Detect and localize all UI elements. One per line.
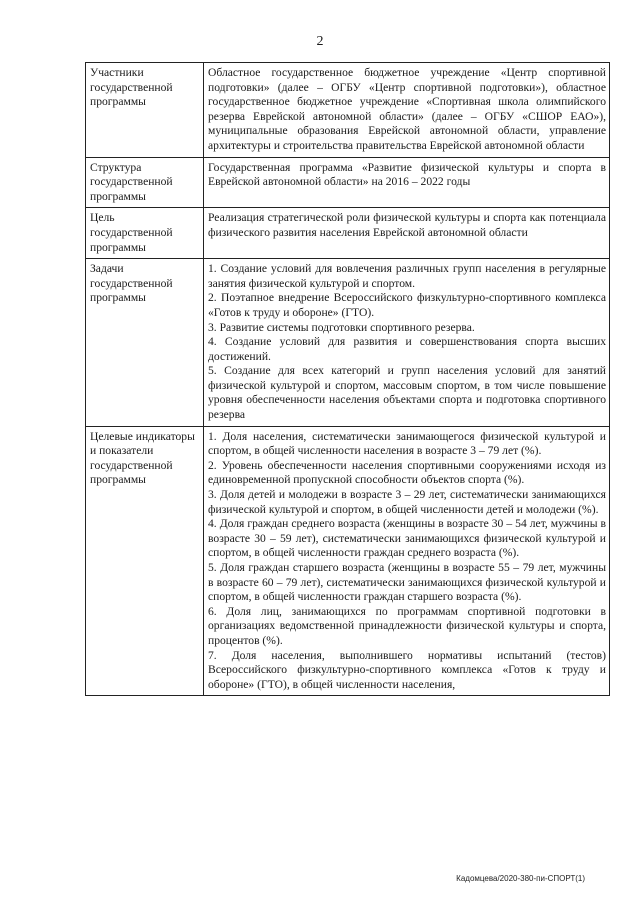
task-item: 1. Создание условий для вовлечения различных групп населения в регулярные занятия физической культурой и спортом. [208, 262, 606, 290]
indicator-item: 2. Уровень обеспеченности населения спортивными сооружениями исходя из единовременной пропускной способности объектов спорта (%). [208, 458, 606, 487]
table-row-indicators [86, 426, 610, 696]
page-number: 2 [316, 34, 324, 49]
content-paragraph: Областное государственное бюджетное учреждение «Центр спортивной подготовки» (далее – ОГБУ «Центр спортивной подготовки»), областное государственное бюджетное учреждение «Спортивная школа олимпийского резерва Еврейской автономной области» (далее – ОГБУ «СШОР ЕАО»), муниципальные образования Еврейской автономной области, управление архитектуры и строительства правительства Еврейской автономной области [208, 66, 606, 152]
row-content-indicators [204, 426, 610, 696]
task-item: 3. Развитие системы подготовки спортивного резерва. [208, 320, 475, 334]
row-content-goal [204, 208, 610, 259]
row-content-tasks [204, 259, 610, 427]
table-row-tasks [86, 259, 610, 427]
content-paragraph: Государственная программа «Развитие физической культуры и спорта в Еврейской автономной области» на 2016 – 2022 годы [208, 160, 606, 189]
task-item: 5. Создание для всех категорий и групп населения условий для занятий физической культурой и спортом, массовым спортом, в том числе повышение уровня обеспеченности населения объектами спорта и подготовка спортивного резерва [208, 364, 606, 422]
indicator-item: 1. Доля населения, систематически занимающегося физической культурой и спортом, в общей численности населения в возрасте 3 – 79 лет (%). [208, 429, 606, 458]
indicator-item: 6. Доля лиц, занимающихся по программам спортивной подготовки в организациях ведомственной принадлежности физической культуры и спорта, процентов (%). [208, 604, 606, 647]
indicator-item: 4. Доля граждан среднего возраста (женщины в возрасте 30 – 54 лет, мужчины в возрасте 30 – 59 лет), систематически занимающихся физической культурой и спортом, в общей численности граждан среднего возраста (%). [208, 517, 606, 560]
row-label-indicators: Целевые индикаторы и показатели государственной программы [86, 426, 204, 696]
content-paragraph: Реализация стратегической роли физической культуры и спорта как потенциала физического развития населения Еврейской автономной области [208, 211, 606, 239]
table-row-participants [86, 63, 610, 158]
indicator-item: 3. Доля детей и молодежи в возрасте 3 – 29 лет, систематически занимающихся физической культурой и спортом, в общей численности детей и молодежи (%). [208, 488, 606, 516]
row-content-structure [204, 157, 610, 208]
task-item: 2. Поэтапное внедрение Всероссийского физкультурно-спортивного комплекса «Готов к труду и обороне» (ГТО). [208, 291, 606, 319]
row-content-participants [204, 63, 610, 158]
row-label-participants: Участники государственной программы [86, 63, 204, 158]
table-row-goal [86, 208, 610, 259]
indicator-item: 5. Доля граждан старшего возраста (женщины в возрасте 55 – 79 лет, мужчины в возрасте 60 – 79 лет), систематически занимающихся физической культурой и спортом, в общей численности граждан старшего возраста (%). [208, 561, 606, 604]
indicator-item: 7. Доля населения, выполнившего нормативы испытаний (тестов) Всероссийского физкультурно-спортивного комплекса «Готов к труду и обороне» (ГТО), в общей численности населения, [208, 648, 606, 691]
document-footer-code: Кадомцева/2020-380-пи-СПОРТ(1) [456, 874, 585, 883]
passport-table [85, 62, 610, 696]
table-row-structure [86, 157, 610, 208]
row-label-goal: Цель государственной программы [86, 208, 204, 259]
row-label-tasks: Задачи государственной программы [86, 259, 204, 427]
task-item: 4. Создание условий для развития и совершенствования спорта высших достижений. [208, 335, 606, 363]
row-label-structure: Структура государственной программы [86, 157, 204, 208]
